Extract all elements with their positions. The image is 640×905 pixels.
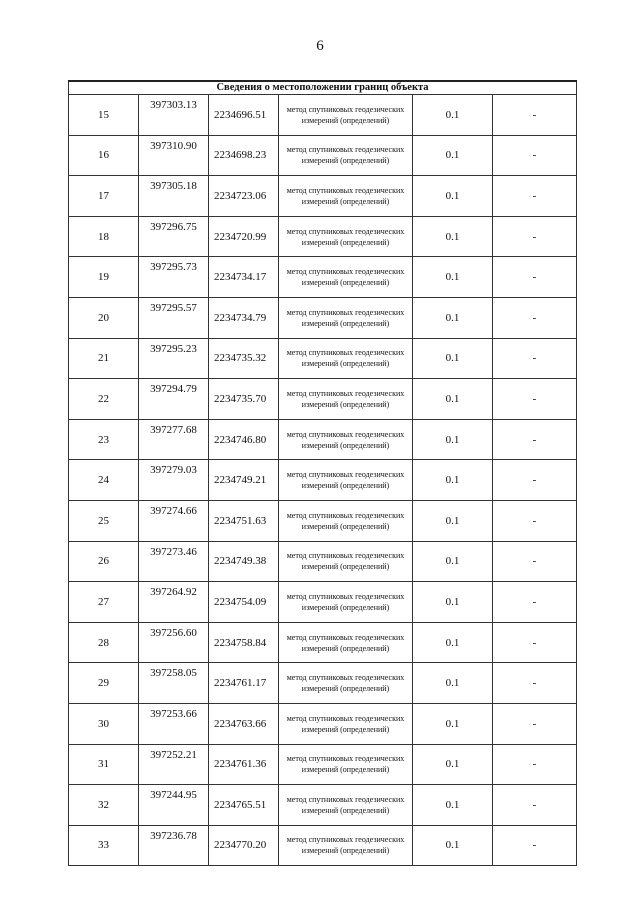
accuracy-cell: 0.1	[413, 500, 493, 541]
point-number-cell: 27	[69, 582, 139, 623]
description-cell: -	[493, 703, 577, 744]
description-cell: -	[493, 460, 577, 501]
accuracy-cell: 0.1	[413, 785, 493, 826]
table-row	[69, 663, 577, 704]
table-title: Сведения о местоположении границ объекта	[69, 81, 577, 95]
accuracy-cell: 0.1	[413, 216, 493, 257]
method-cell: метод спутниковых геодезических измерений (определений)	[279, 500, 413, 541]
description-cell: -	[493, 744, 577, 785]
description-cell: -	[493, 785, 577, 826]
table-row	[69, 460, 577, 501]
accuracy-cell: 0.1	[413, 663, 493, 704]
table-row	[69, 419, 577, 460]
coordinate-x-cell: 397256.60	[139, 622, 209, 663]
coordinate-x-cell: 397296.75	[139, 216, 209, 257]
description-cell: -	[493, 216, 577, 257]
accuracy-cell: 0.1	[413, 95, 493, 136]
coordinate-x-cell: 397236.78	[139, 825, 209, 866]
accuracy-cell: 0.1	[413, 257, 493, 298]
description-cell: -	[493, 419, 577, 460]
point-number-cell: 24	[69, 460, 139, 501]
accuracy-cell: 0.1	[413, 379, 493, 420]
method-cell: метод спутниковых геодезических измерений (определений)	[279, 582, 413, 623]
method-cell: метод спутниковых геодезических измерений (определений)	[279, 257, 413, 298]
table-row	[69, 338, 577, 379]
accuracy-cell: 0.1	[413, 176, 493, 217]
accuracy-cell: 0.1	[413, 825, 493, 866]
coordinate-x-cell: 397295.57	[139, 297, 209, 338]
coordinate-y-cell: 2234735.70	[209, 379, 279, 420]
table-body	[69, 81, 577, 866]
method-cell: метод спутниковых геодезических измерений (определений)	[279, 744, 413, 785]
accuracy-cell: 0.1	[413, 744, 493, 785]
description-cell: -	[493, 176, 577, 217]
coordinate-y-cell: 2234749.38	[209, 541, 279, 582]
table-row	[69, 622, 577, 663]
accuracy-cell: 0.1	[413, 297, 493, 338]
accuracy-cell: 0.1	[413, 622, 493, 663]
coordinate-x-cell: 397244.95	[139, 785, 209, 826]
description-cell: -	[493, 257, 577, 298]
coordinate-x-cell: 397303.13	[139, 95, 209, 136]
table-row	[69, 582, 577, 623]
coordinate-x-cell: 397279.03	[139, 460, 209, 501]
coordinate-y-cell: 2234761.17	[209, 663, 279, 704]
method-cell: метод спутниковых геодезических измерений (определений)	[279, 541, 413, 582]
table-row	[69, 257, 577, 298]
accuracy-cell: 0.1	[413, 703, 493, 744]
point-number-cell: 22	[69, 379, 139, 420]
description-cell: -	[493, 582, 577, 623]
description-cell: -	[493, 338, 577, 379]
coordinate-y-cell: 2234763.66	[209, 703, 279, 744]
method-cell: метод спутниковых геодезических измерений (определений)	[279, 703, 413, 744]
description-cell: -	[493, 135, 577, 176]
table-row	[69, 379, 577, 420]
description-cell: -	[493, 825, 577, 866]
coordinate-y-cell: 2234720.99	[209, 216, 279, 257]
description-cell: -	[493, 95, 577, 136]
point-number-cell: 28	[69, 622, 139, 663]
accuracy-cell: 0.1	[413, 460, 493, 501]
coordinate-y-cell: 2234746.80	[209, 419, 279, 460]
page-number: 6	[316, 38, 324, 54]
coordinate-y-cell: 2234723.06	[209, 176, 279, 217]
point-number-cell: 29	[69, 663, 139, 704]
point-number-cell: 32	[69, 785, 139, 826]
point-number-cell: 33	[69, 825, 139, 866]
accuracy-cell: 0.1	[413, 419, 493, 460]
coordinate-y-cell: 2234761.36	[209, 744, 279, 785]
method-cell: метод спутниковых геодезических измерений (определений)	[279, 825, 413, 866]
table-row	[69, 785, 577, 826]
method-cell: метод спутниковых геодезических измерений (определений)	[279, 622, 413, 663]
point-number-cell: 15	[69, 95, 139, 136]
coordinate-x-cell: 397273.46	[139, 541, 209, 582]
coordinate-x-cell: 397258.05	[139, 663, 209, 704]
coordinate-y-cell: 2234734.17	[209, 257, 279, 298]
coordinate-x-cell: 397277.68	[139, 419, 209, 460]
point-number-cell: 21	[69, 338, 139, 379]
method-cell: метод спутниковых геодезических измерений (определений)	[279, 297, 413, 338]
method-cell: метод спутниковых геодезических измерений (определений)	[279, 785, 413, 826]
coordinate-x-cell: 397264.92	[139, 582, 209, 623]
description-cell: -	[493, 500, 577, 541]
accuracy-cell: 0.1	[413, 582, 493, 623]
table-row	[69, 703, 577, 744]
coordinate-y-cell: 2234758.84	[209, 622, 279, 663]
method-cell: метод спутниковых геодезических измерений (определений)	[279, 95, 413, 136]
point-number-cell: 19	[69, 257, 139, 298]
coordinate-x-cell: 397294.79	[139, 379, 209, 420]
description-cell: -	[493, 663, 577, 704]
method-cell: метод спутниковых геодезических измерений (определений)	[279, 663, 413, 704]
coordinate-y-cell: 2234696.51	[209, 95, 279, 136]
coordinate-x-cell: 397274.66	[139, 500, 209, 541]
point-number-cell: 23	[69, 419, 139, 460]
point-number-cell: 30	[69, 703, 139, 744]
coordinate-x-cell: 397295.23	[139, 338, 209, 379]
coordinate-x-cell: 397253.66	[139, 703, 209, 744]
table-row	[69, 500, 577, 541]
table-row	[69, 216, 577, 257]
table-row	[69, 176, 577, 217]
coordinate-y-cell: 2234770.20	[209, 825, 279, 866]
table-row	[69, 825, 577, 866]
point-number-cell: 20	[69, 297, 139, 338]
method-cell: метод спутниковых геодезических измерений (определений)	[279, 419, 413, 460]
point-number-cell: 25	[69, 500, 139, 541]
point-number-cell: 16	[69, 135, 139, 176]
method-cell: метод спутниковых геодезических измерений (определений)	[279, 338, 413, 379]
coordinate-x-cell: 397252.21	[139, 744, 209, 785]
point-number-cell: 17	[69, 176, 139, 217]
point-number-cell: 18	[69, 216, 139, 257]
table-row	[69, 541, 577, 582]
accuracy-cell: 0.1	[413, 135, 493, 176]
table-title-row	[69, 81, 577, 95]
method-cell: метод спутниковых геодезических измерений (определений)	[279, 176, 413, 217]
coordinate-y-cell: 2234765.51	[209, 785, 279, 826]
coordinate-y-cell: 2234734.79	[209, 297, 279, 338]
boundary-coordinates-table	[68, 80, 577, 866]
table-row	[69, 297, 577, 338]
description-cell: -	[493, 622, 577, 663]
table-row	[69, 135, 577, 176]
coordinate-x-cell: 397305.18	[139, 176, 209, 217]
method-cell: метод спутниковых геодезических измерений (определений)	[279, 379, 413, 420]
table-row	[69, 95, 577, 136]
description-cell: -	[493, 297, 577, 338]
accuracy-cell: 0.1	[413, 338, 493, 379]
description-cell: -	[493, 379, 577, 420]
accuracy-cell: 0.1	[413, 541, 493, 582]
coordinate-y-cell: 2234698.23	[209, 135, 279, 176]
coordinate-y-cell: 2234735.32	[209, 338, 279, 379]
description-cell: -	[493, 541, 577, 582]
table-row	[69, 744, 577, 785]
coordinate-y-cell: 2234754.09	[209, 582, 279, 623]
coordinate-x-cell: 397310.90	[139, 135, 209, 176]
method-cell: метод спутниковых геодезических измерений (определений)	[279, 216, 413, 257]
point-number-cell: 31	[69, 744, 139, 785]
method-cell: метод спутниковых геодезических измерений (определений)	[279, 135, 413, 176]
coordinate-y-cell: 2234749.21	[209, 460, 279, 501]
point-number-cell: 26	[69, 541, 139, 582]
coordinate-y-cell: 2234751.63	[209, 500, 279, 541]
method-cell: метод спутниковых геодезических измерений (определений)	[279, 460, 413, 501]
coordinate-x-cell: 397295.73	[139, 257, 209, 298]
